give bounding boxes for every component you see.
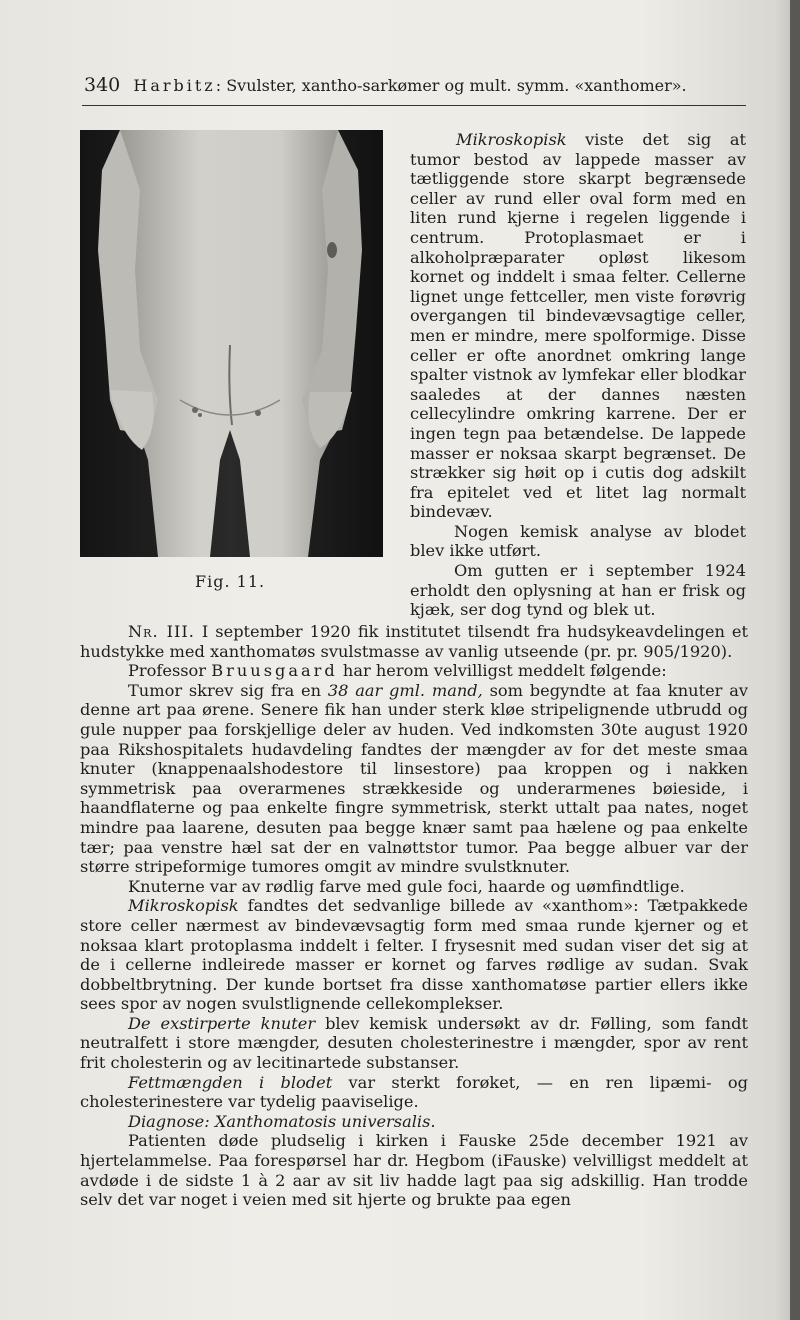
paragraph-blood-fat bbox=[80, 1073, 748, 1112]
case-label: Nr. III. bbox=[128, 622, 195, 641]
paragraph-professor bbox=[80, 661, 748, 681]
paragraph-chemical bbox=[80, 1014, 748, 1073]
page-number: 340 bbox=[84, 74, 121, 96]
paragraph-text: Tumor skrev sig fra en bbox=[128, 680, 328, 700]
paragraph-diagnosis: Diagnose: Xanthomatosis universalis. bbox=[128, 1111, 436, 1131]
side-column-text bbox=[410, 130, 746, 620]
paragraph-blood-analysis: Nogen kemisk analyse av blodet blev ikke utført. bbox=[410, 521, 746, 561]
paragraph-microscopy-case2 bbox=[410, 130, 746, 522]
emphasis-exstirperte: De exstirperte knuter bbox=[128, 1013, 316, 1033]
paragraph-text: I september 1920 fik institutet tilsendt fra hudsykeavdelingen et hudstykke med xanthomatøs svulstmasse av vanlig utseende (pr. pr. 905/1920). bbox=[80, 622, 748, 661]
paragraph-text: var sterkt forøket, — en ren lipæmi- og cholesterinestere var tydelig paaviselige. bbox=[80, 1072, 749, 1112]
emphasis-age: 38 aar gml. mand, bbox=[327, 680, 483, 700]
figure-photograph bbox=[80, 130, 383, 557]
paragraph-text: blev kemisk undersøkt av dr. Følling, som fandt neutralfett i store mængder, desuten cholesterinestre i mængder, spor av rent frit cholesterin og av lecitinartede substanser. bbox=[80, 1013, 748, 1073]
emphasis-mikroskopisk: Mikroskopisk bbox=[128, 896, 239, 916]
header-title: : Svulster, xantho-sarkømer og mult. symm. «xanthomer». bbox=[215, 76, 687, 95]
paragraph-text: viste det sig at tumor bestod av lappede masser av tætliggende store skarpt begrænsede celler av rund eller oval form med en liten rund kjerne i regelen liggende i centrum. Protoplasmaet er i alkoholpræparater opløst likesom kornet og inddelt i smaa felter. Cellerne lignet unge fettceller, men viste forøvrig overgangen til bindevævsagtige celler, men er mindre, mere spolformige. Disse celler er ofte anordnet omkring lange spalter vistnok av lymfekar eller blodkar saaledes at der dannes næsten cellecylindre omkring karrene. Der er ingen tegn paa betændelse. De lappede masser er noksaa skarpt begrænset. De strækker sig høit op i cutis dog adskilt fra epitelet ved et litet lag normalt bindevæv. bbox=[410, 130, 746, 522]
header-rule bbox=[82, 105, 746, 106]
paragraph-text: som begyndte at faa knuter av denne art paa ørene. Senere fik han under sterk kløe stripelignende utbrudd og gule nupper paa forskjellige deler av huden. Ved indkomsten 30te august 1920 paa Rikshospitalets hudavdeling fandtes der mængder av for det meste smaa knuter (knappenaalshodestore til linsestore) paa kroppen og i nakken symmetrisk paa overarmenes strækkeside og underarmenes bøieside, i haandflaterne og paa enkelte fingre symmetrisk, sterkt uttalt paa nates, noget mindre paa laarene, desuten paa begge knær samt paa hælene og paa enkelte tær; paa venstre hæl sat der en valnøttstor tumor. Paa begge albuer var der større stripeformige tumores omgit av mindre svulstknuter. bbox=[80, 680, 749, 877]
paragraph-text: har herom velvilligst meddelt følgende: bbox=[337, 661, 667, 681]
scan-edge bbox=[790, 0, 800, 1320]
emphasis-mikroskopisk: Mikroskopisk bbox=[456, 130, 567, 149]
header-author: Harbitz bbox=[133, 76, 216, 95]
emphasis-fettmaengden: Fettmængden i blodet bbox=[128, 1072, 333, 1092]
figure-caption: Fig. 11. bbox=[195, 572, 266, 591]
paragraph-case3-intro bbox=[80, 622, 748, 661]
paragraph-followup: Om gutten er i september 1924 erholdt den oplysning at han er frisk og kjæk, ser dog tynd og blek ut. bbox=[410, 561, 746, 620]
paragraph-tumor-history bbox=[80, 681, 748, 877]
main-text bbox=[80, 622, 748, 1210]
paragraph-knuter: Knuterne var av rødlig farve med gule foci, haarde og uømfindtlige. bbox=[128, 876, 685, 896]
running-header bbox=[84, 74, 724, 96]
paragraph-microscopy-case3 bbox=[80, 896, 748, 1014]
paragraph-patient-death: Patienten døde pludselig i kirken i Fauske 25de december 1921 av hjertelammelse. Paa forespørsel har dr. Hegbom (iFauske) velvilligst meddelt at avdøde i de sidste 1 à 2 aar av sit liv hadde lagt paa sig adskillig. Han trodde selv det var noget i veien med sit hjerte og brukte paa egen bbox=[80, 1131, 748, 1210]
name-bruusgaard: Bruusgaard bbox=[211, 661, 338, 681]
paragraph-text: fandtes det sedvanlige billede av «xanthom»: Tætpakkede store celler nærmest av bindevævsagtig form med smaa runde kjerner og et noksaa klart protoplasma inddelt i felter. I frysesnit med sudan viser det sig at de i cellerne indleirede masser er kornet og farves rødlige av sudan. Svak dobbeltbrytning. Der kunde bortset fra disse xanthomatøse partier ellers ikke sees spor av nogen svulstlignende cellekomplekser. bbox=[80, 896, 748, 1014]
paragraph-text: Professor bbox=[128, 661, 212, 681]
patient-photo-illustration bbox=[80, 130, 383, 557]
